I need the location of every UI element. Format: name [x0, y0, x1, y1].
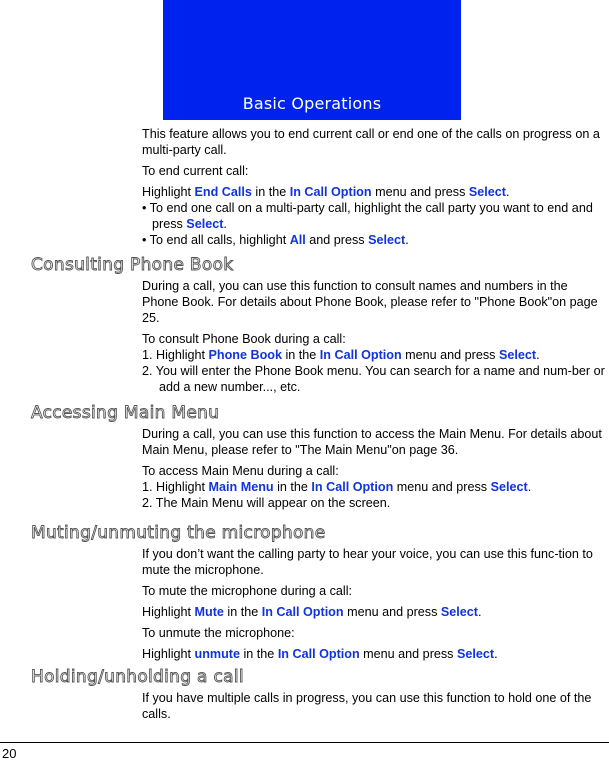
- hold-paragraph: If you have multiple calls in progress, you can use this function to hold one of the calls.: [142, 691, 592, 721]
- intro-end-calls-instruction: Highlight End Calls in the In Call Option menu and press Select.: [142, 185, 510, 199]
- banner-title: Basic Operations: [242, 94, 382, 113]
- heading-accessing-main-menu: Accessing Main Menu: [31, 403, 220, 423]
- keyword-in-call-option: In Call Option: [277, 647, 360, 661]
- keyword-mute: Mute: [194, 605, 224, 619]
- keyword-in-call-option: In Call Option: [319, 348, 402, 362]
- mute-instruction: Highlight Mute in the In Call Option menu and press Select.: [142, 605, 482, 619]
- mute-block: [142, 546, 605, 662]
- bullet-end-all-calls: • To end all calls, highlight All and press Select.: [142, 233, 409, 247]
- keyword-in-call-option: In Call Option: [311, 480, 394, 494]
- phonebook-step-1: 1. Highlight Phone Book in the In Call Option menu and press Select.: [142, 348, 540, 362]
- intro-paragraph: This feature allows you to end current call or end one of the calls on progress on a multi-party call.: [142, 127, 600, 157]
- intro-end-current-label: To end current call:: [142, 164, 249, 178]
- page-number: 20: [2, 746, 17, 761]
- mute-intro-label: To mute the microphone during a call:: [142, 584, 353, 598]
- mainmenu-step-1: 1. Highlight Main Menu in the In Call Option menu and press Select.: [142, 480, 532, 494]
- heading-muting-microphone: Muting/unmuting the microphone: [31, 523, 326, 543]
- mainmenu-block: [142, 426, 605, 511]
- hold-block: [142, 690, 605, 722]
- keyword-in-call-option: In Call Option: [261, 605, 344, 619]
- keyword-unmute: unmute: [194, 647, 240, 661]
- keyword-select: Select: [368, 233, 406, 247]
- keyword-select: Select: [456, 647, 495, 661]
- phonebook-block: [142, 278, 605, 395]
- keyword-all: All: [289, 233, 306, 247]
- keyword-select: Select: [498, 348, 537, 362]
- mainmenu-paragraph: During a call, you can use this function to access the Main Menu. For details about Main Menu, please refer to "The Main Menu"on page 36.: [142, 427, 602, 457]
- heading-holding-call: Holding/unholding a call: [31, 667, 244, 687]
- unmute-intro-label: To unmute the microphone:: [142, 626, 295, 640]
- heading-consulting-phone-book: Consulting Phone Book: [31, 255, 234, 275]
- keyword-select: Select: [440, 605, 478, 619]
- keyword-end-calls: End Calls: [194, 185, 252, 199]
- keyword-select: Select: [468, 185, 506, 199]
- phonebook-paragraph: During a call, you can use this function to consult names and numbers in the Phone Book. For details about Phone Book, please refer to "Phone Book"on page 25.: [142, 279, 598, 325]
- unmute-instruction: Highlight unmute in the In Call Option menu and press Select.: [142, 647, 498, 661]
- footer-divider: [0, 742, 609, 743]
- phonebook-step-2: 2. You will enter the Phone Book menu. You can search for a name and num-ber or add a new number..., etc.: [142, 364, 605, 394]
- keyword-main-menu: Main Menu: [208, 480, 274, 494]
- mute-paragraph: If you don’t want the calling party to hear your voice, you can use this func-tion to mute the microphone.: [142, 547, 593, 577]
- intro-block: [142, 126, 605, 248]
- keyword-phone-book: Phone Book: [208, 348, 282, 362]
- keyword-select: Select: [186, 217, 224, 231]
- mainmenu-step-2: 2. The Main Menu will appear on the screen.: [142, 496, 391, 510]
- keyword-in-call-option: In Call Option: [289, 185, 372, 199]
- bullet-end-one-call: • To end one call on a multi-party call, highlight the call party you want to end and press Select.: [142, 201, 593, 231]
- mainmenu-intro-label: To access Main Menu during a call:: [142, 464, 339, 478]
- section-banner: [163, 0, 461, 120]
- keyword-select: Select: [490, 480, 528, 494]
- phonebook-intro-label: To consult Phone Book during a call:: [142, 332, 346, 346]
